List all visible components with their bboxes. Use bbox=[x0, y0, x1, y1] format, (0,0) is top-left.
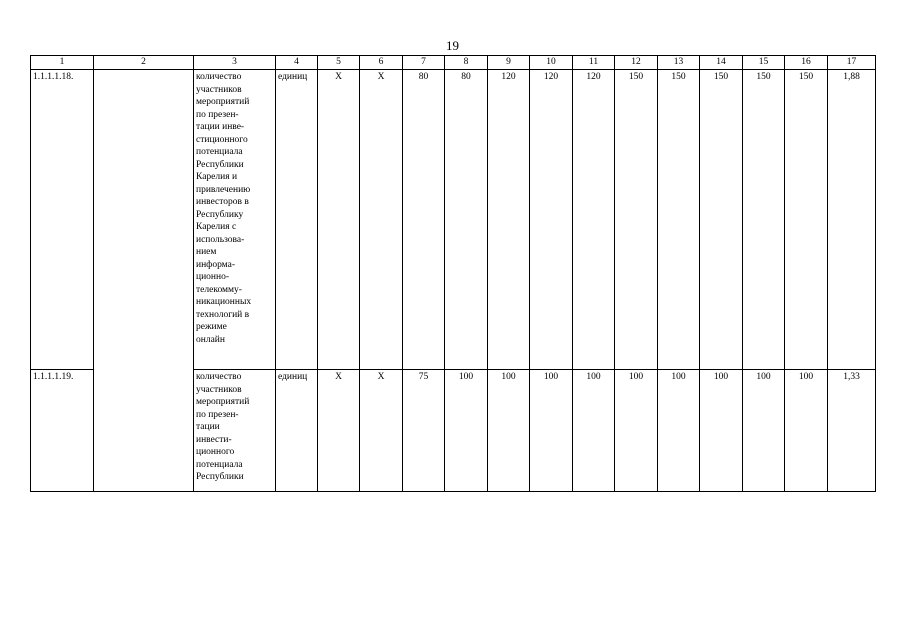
row-description bbox=[194, 370, 276, 492]
description-line: потенциала bbox=[196, 459, 243, 470]
row-description bbox=[194, 70, 276, 370]
description-line: использова- bbox=[196, 234, 245, 245]
value-cell: 100 bbox=[743, 370, 785, 492]
description-line: по презен- bbox=[196, 409, 239, 420]
column-header: 2 bbox=[94, 56, 194, 70]
description-line: онлайн bbox=[196, 334, 225, 345]
value-cell: Х bbox=[360, 370, 403, 492]
empty-merged-cell bbox=[94, 70, 194, 492]
description-line: нием bbox=[196, 247, 217, 257]
description-line: мероприятий bbox=[196, 97, 250, 107]
description-line: количество bbox=[196, 72, 242, 82]
description-line: Республики bbox=[196, 472, 244, 482]
value-cell: 100 bbox=[530, 370, 573, 492]
description-line: ционно- bbox=[196, 272, 229, 282]
value-cell: 80 bbox=[403, 70, 445, 370]
indicators-table bbox=[30, 55, 876, 492]
page-number: 19 bbox=[446, 38, 459, 53]
value-cell: 100 bbox=[445, 370, 488, 492]
description-line: технологий в bbox=[196, 309, 250, 320]
description-line: мероприятий bbox=[196, 397, 250, 407]
row-code: 1.1.1.1.18. bbox=[31, 70, 94, 370]
description-line: инвесторов в bbox=[196, 197, 249, 207]
column-header: 10 bbox=[530, 56, 573, 70]
value-cell: 80 bbox=[445, 70, 488, 370]
value-cell: 120 bbox=[573, 70, 615, 370]
value-cell: 120 bbox=[530, 70, 573, 370]
description-line: по презен- bbox=[196, 109, 239, 120]
description-line: тации bbox=[196, 422, 220, 432]
row-unit: единиц bbox=[276, 370, 318, 492]
column-header: 8 bbox=[445, 56, 488, 70]
value-cell: 100 bbox=[488, 370, 530, 492]
description-line: ционного bbox=[196, 447, 235, 457]
column-header: 5 bbox=[318, 56, 360, 70]
column-header: 15 bbox=[743, 56, 785, 70]
value-cell: 75 bbox=[403, 370, 445, 492]
column-header: 12 bbox=[615, 56, 658, 70]
description-line: участников bbox=[196, 384, 242, 395]
value-cell: 150 bbox=[743, 70, 785, 370]
column-header: 4 bbox=[276, 56, 318, 70]
description-line: информа- bbox=[196, 259, 236, 270]
description-line: никационных bbox=[196, 297, 252, 307]
column-header: 3 bbox=[194, 56, 276, 70]
description-line: Карелия с bbox=[196, 222, 237, 232]
value-cell: 150 bbox=[785, 70, 828, 370]
description-line: количество bbox=[196, 372, 242, 382]
description-line: Республики bbox=[196, 159, 244, 170]
description-line: привлечению bbox=[196, 184, 251, 195]
column-header: 17 bbox=[828, 56, 876, 70]
column-header: 13 bbox=[658, 56, 700, 70]
description-line: потенциала bbox=[196, 147, 243, 157]
column-header: 14 bbox=[700, 56, 743, 70]
description-line: стиционного bbox=[196, 134, 248, 145]
value-cell: 100 bbox=[615, 370, 658, 492]
description-line: участников bbox=[196, 84, 242, 95]
description-line: тации инве- bbox=[196, 122, 245, 132]
table-row bbox=[31, 70, 876, 370]
value-cell: 100 bbox=[658, 370, 700, 492]
table-header-row bbox=[31, 56, 876, 70]
value-cell: Х bbox=[360, 70, 403, 370]
row-unit: единиц bbox=[276, 70, 318, 370]
value-cell: 150 bbox=[658, 70, 700, 370]
column-header: 9 bbox=[488, 56, 530, 70]
value-cell: 150 bbox=[700, 70, 743, 370]
description-line: телекомму- bbox=[196, 284, 242, 295]
description-line: Республику bbox=[196, 209, 244, 220]
column-header: 16 bbox=[785, 56, 828, 70]
value-cell: 1,88 bbox=[828, 70, 876, 370]
row-code: 1.1.1.1.19. bbox=[31, 370, 94, 492]
value-cell: 120 bbox=[488, 70, 530, 370]
column-header: 1 bbox=[31, 56, 94, 70]
value-cell: Х bbox=[318, 70, 360, 370]
description-line: инвести- bbox=[196, 434, 232, 445]
value-cell: 1,33 bbox=[828, 370, 876, 492]
column-header: 7 bbox=[403, 56, 445, 70]
value-cell: Х bbox=[318, 370, 360, 492]
value-cell: 150 bbox=[615, 70, 658, 370]
column-header: 11 bbox=[573, 56, 615, 70]
column-header: 6 bbox=[360, 56, 403, 70]
value-cell: 100 bbox=[700, 370, 743, 492]
value-cell: 100 bbox=[573, 370, 615, 492]
description-line: Карелия и bbox=[196, 172, 238, 182]
value-cell: 100 bbox=[785, 370, 828, 492]
description-line: режиме bbox=[196, 322, 227, 332]
